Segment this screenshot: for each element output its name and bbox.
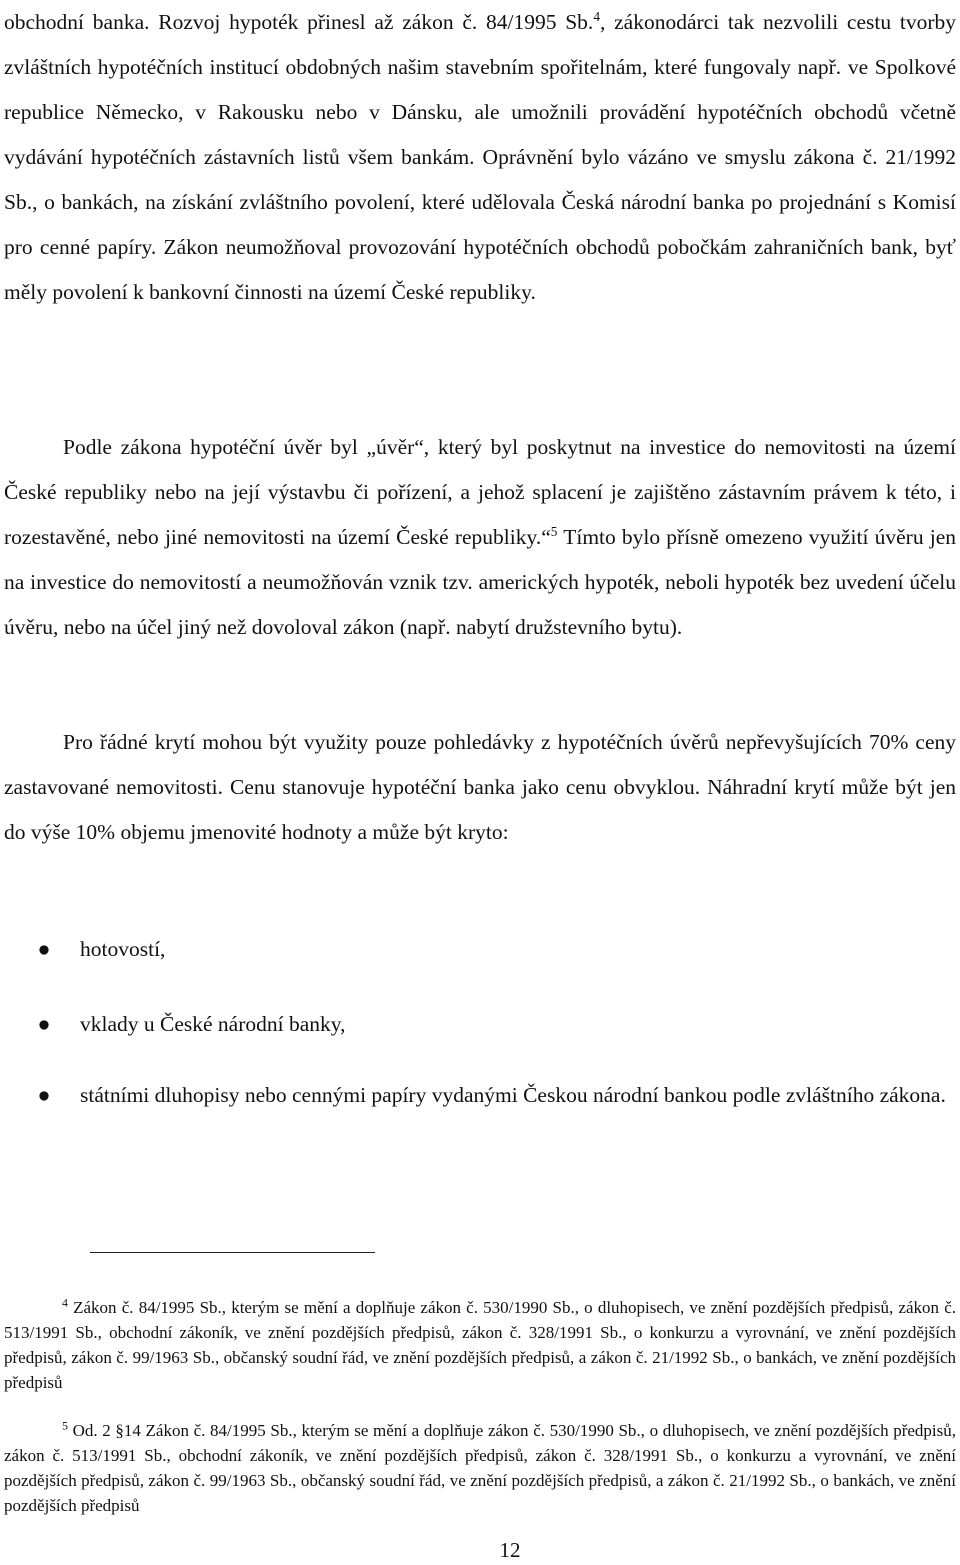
paragraph-text: obchodní banka. Rozvoj hypoték přinesl až zákon č. 84/1995 Sb. [4,10,594,34]
footnote-text: Od. 2 §14 Zákon č. 84/1995 Sb., kterým se mění a doplňuje zákon č. 530/1990 Sb., o dluhopisech, ve znění pozdějších předpisů, zákon č. 513/1991 Sb., obchodní zákoník, ve znění pozdějších předpisů, zákon č. 328/1991 Sb., o konkurzu a vyrovnání, ve znění pozdějších předpisů, zákon č. 99/1963 Sb., občanský soudní řád, ve znění pozdějších předpisů, a zákon č. 21/1992 Sb., o bankách, ve znění pozdějších předpisů [4,1421,956,1515]
list-item-text: státními dluhopisy nebo cennými papíry vydanými Českou národní bankou podle zvláštního zákona. [80,1083,946,1107]
list-item [4,1073,956,1118]
footnote-ref-5[interactable]: 5 [550,523,558,539]
footnote-ref-4[interactable]: 4 [593,8,600,24]
footnote-separator [90,1252,375,1253]
paragraph-mortgage-definition [4,425,956,650]
footnote-5 [4,1418,956,1518]
paragraph-text: Podle zákona hypotéční úvěr byl „úvěr“, který byl poskytnut na investice do nemovitosti na území České republiky nebo na její výstavbu či pořízení, a jehož splacení je zajištěno zástavním právem k této, i rozestavěné, nebo jiné nemovitosti na území České republiky.“ [4,435,956,549]
footnote-4 [4,1295,956,1395]
bullet-icon: ● [37,1012,51,1036]
paragraph-text: Tímto bylo přísně omezeno využití úvěru jen na investice do nemovitostí a neumožňován vznik tzv. amerických hypoték, neboli hypoték bez uvedení účelu úvěru, nebo na účel jiný než dovoloval zákon (např. nabytí družstevního bytu). [4,525,957,639]
list-item [4,927,956,972]
list-item-text: vklady u České národní banky, [80,1012,346,1036]
list-item [4,1002,956,1047]
page-number: 12 [499,1538,521,1562]
bullet-icon: ● [37,1083,51,1107]
footnote-number: 5 [62,1418,68,1433]
footnote-number: 4 [62,1295,68,1310]
paragraph-continued [4,0,956,315]
list-item-text: hotovostí, [80,937,166,961]
paragraph-coverage: Pro řádné krytí mohou být využity pouze pohledávky z hypotéčních úvěrů nepřevyšujících 70% ceny zastavované nemovitosti. Cenu stanovuje hypotéční banka jako cenu obvyklou. Náhradní krytí může být jen do výše 10% objemu jmenovité hodnoty a může být kryto: [4,730,956,844]
footnote-text: Zákon č. 84/1995 Sb., kterým se mění a doplňuje zákon č. 530/1990 Sb., o dluhopisech, ve znění pozdějších předpisů, zákon č. 513/1991 Sb., obchodní zákoník, ve znění pozdějších předpisů, zákon č. 328/1991 Sb., o konkurzu a vyrovnání, ve znění pozdějších předpisů, zákon č. 99/1963 Sb., občanský soudní řád, ve znění pozdějších předpisů, a zákon č. 21/1992 Sb., o bankách, ve znění pozdějších předpisů [4,1298,956,1392]
bullet-icon: ● [37,937,51,961]
paragraph-text: , zákonodárci tak nezvolili cestu tvorby zvláštních hypotéčních institucí obdobných našim stavebním spořitelnám, které fungovaly např. ve Spolkové republice Německo, v Rakousku nebo v Dánsku, ale umožnili provádění hypotéčních obchodů včetně vydávání hypotéčních zástavních listů všem bankám. Oprávnění bylo vázáno ve smyslu zákona č. 21/1992 Sb., o bankách, na získání zvláštního povolení, které udělovala Česká národní banka po projednání s Komisí pro cenné papíry. Zákon neumožňoval provozování hypotéčních obchodů pobočkám zahraničních bank, byť měly povolení k bankovní činnosti na území České republiky. [4,10,956,304]
